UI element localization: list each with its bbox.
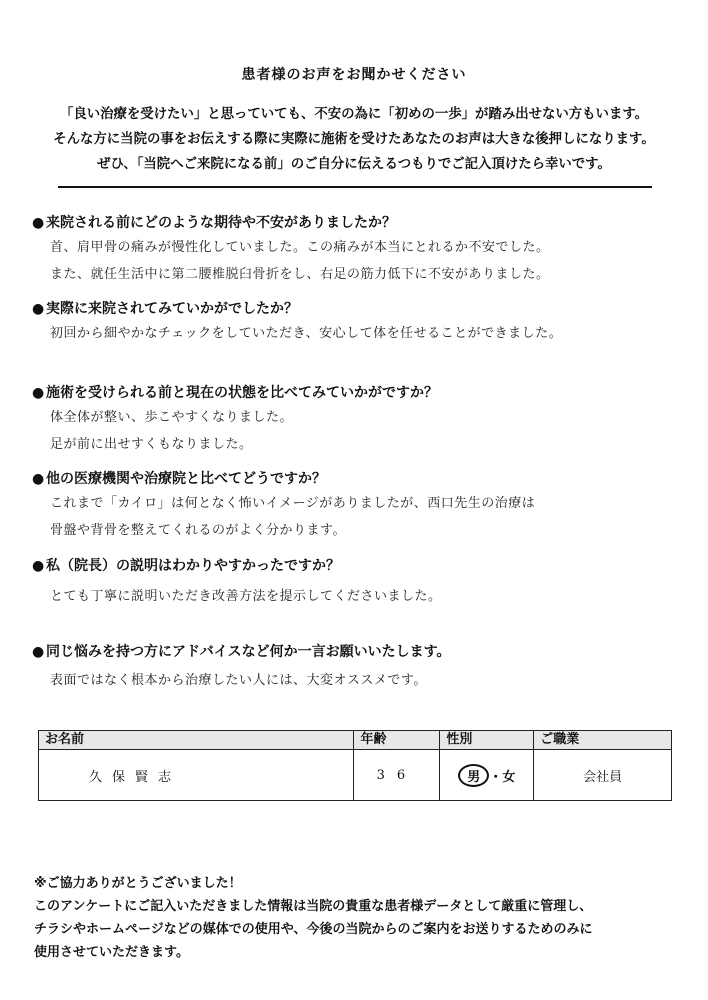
intro-line: ぜひ、「当院へご来院になる前」のご自分に伝えるつもりでご記入頂けたら幸いです。 [97, 157, 611, 172]
question-text: 施術を受けられる前と現在の状態を比べてみていかがですか？ [46, 385, 438, 401]
question-heading [32, 468, 672, 490]
name-label: お名前 [39, 731, 354, 750]
privacy-notice [34, 872, 694, 964]
intro-text [0, 102, 708, 177]
answer-line: また、就任生活中に第二腰椎脱臼骨折をし、右足の筋力低下に不安がありました。 [50, 267, 550, 282]
sex-value [440, 750, 534, 801]
answer-line: 初回から細やかなチェックをしていただき、安心して体を任せることができました。 [50, 326, 563, 341]
page-title: 患者様のお声をお聞かせください [241, 67, 467, 83]
question-block-first-visit [32, 298, 672, 347]
footer-line: このアンケートにご記入いただきました情報は当院の貴重な患者様データとして厳重に管理し、 [34, 899, 593, 914]
table-value-row [39, 750, 672, 801]
age-label: 年齢 [354, 731, 440, 750]
job-label: ご職業 [534, 731, 672, 750]
question-text: 来院される前にどのような期待や不安がありましたか？ [46, 215, 396, 231]
answer-line: 骨盤や背骨を整えてくれるのがよく分かります。 [50, 523, 346, 538]
answer-line: とても丁寧に説明いただき改善方法を提示してくださいました。 [50, 589, 442, 604]
answer-line: これまで「カイロ」は何となく怖いイメージがありましたが、西口先生の治療は [50, 496, 536, 511]
question-block-comparison [32, 468, 672, 544]
sex-male-circled: 男 [458, 764, 489, 787]
name-value: 久保賢志 [39, 750, 354, 801]
intro-line: そんな方に当院の事をお伝えする際に実際に施術を受けたあなたのお声は大きな後押しになります。 [53, 132, 655, 147]
question-heading [32, 555, 672, 577]
question-text: 同じ悩みを持つ方にアドバイスなど何か一言お願いいたします。 [46, 644, 451, 660]
answer-line: 体全体が整い、歩こやすくなりました。 [50, 410, 294, 425]
question-heading [32, 298, 672, 320]
bullet-icon: ● [32, 558, 45, 574]
patient-info-table [38, 730, 672, 801]
answer-line: 首、肩甲骨の痛みが慢性化していました。この痛みが本当にとれるか不安でした。 [50, 240, 550, 255]
sex-separator: ・ [489, 769, 503, 785]
question-block-before-after [32, 382, 672, 458]
answer-line: 足が前に出せすくもなりました。 [50, 437, 253, 452]
footer-line: チラシやホームページなどの媒体での使用や、今後の当院からのご案内をお送りするためのみに [34, 922, 593, 937]
answer-line: 表面ではなく根本から治療したい人には、大変オススメです。 [50, 673, 427, 688]
question-heading [32, 382, 672, 404]
question-text: 実際に来院されてみていかがでしたか？ [46, 301, 298, 317]
sex-label: 性別 [440, 731, 534, 750]
question-heading [32, 212, 672, 234]
job-value: 会社員 [534, 750, 672, 801]
bullet-icon: ● [32, 644, 45, 660]
table-header-row [39, 731, 672, 750]
question-heading [32, 641, 672, 663]
bullet-icon: ● [32, 385, 45, 401]
footer-line: 使用させていただきます。 [34, 945, 189, 960]
question-block-advice [32, 641, 672, 694]
question-block-explanation [32, 555, 672, 610]
footer-line: ※ご協力ありがとうございました！ [34, 876, 242, 891]
question-text: 私（院長）の説明はわかりやすかったですか？ [46, 558, 340, 574]
question-text: 他の医療機関や治療院と比べてどうですか？ [46, 471, 326, 487]
question-block-expectations [32, 212, 672, 288]
bullet-icon: ● [32, 301, 45, 317]
section-divider [58, 186, 652, 188]
bullet-icon: ● [32, 471, 45, 487]
intro-line: 「良い治療を受けたい」と思っていても、不安の為に「初めの一歩」が踏み出せない方もいます。 [59, 107, 649, 122]
sex-female: 女 [502, 769, 516, 785]
age-value: 36 [354, 750, 440, 801]
bullet-icon: ● [32, 215, 45, 231]
